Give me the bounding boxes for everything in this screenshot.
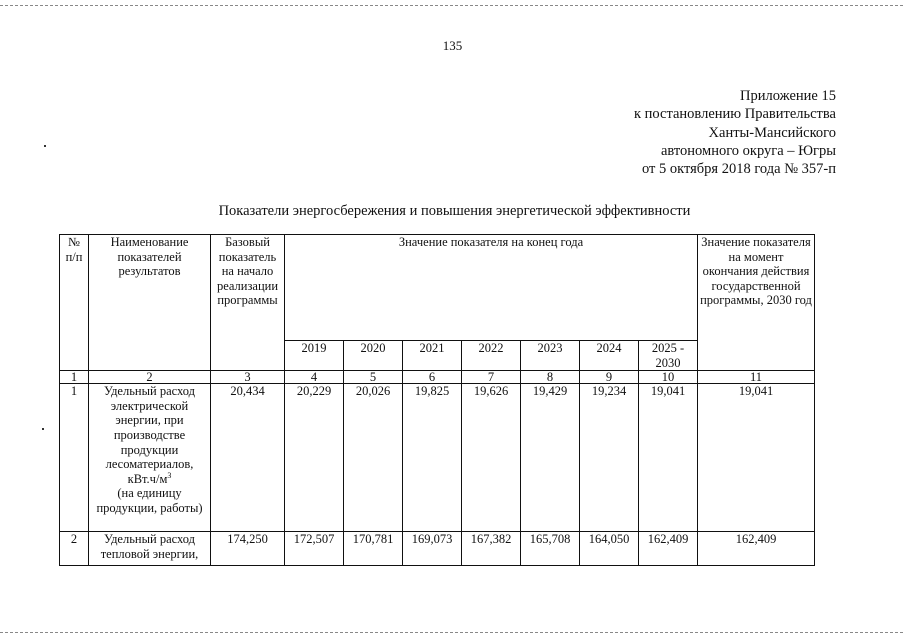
row-value: 172,507 xyxy=(285,532,344,566)
row-num: 2 xyxy=(60,532,89,566)
header-base: Базовый показатель на начало реализации программы xyxy=(211,235,285,371)
row-final: 162,409 xyxy=(698,532,815,566)
year-cell: 2024 xyxy=(580,341,639,371)
scan-edge-line xyxy=(0,5,905,6)
indicators-table xyxy=(59,234,815,566)
row-name-sup: 3 xyxy=(167,470,172,480)
row-value: 19,041 xyxy=(639,384,698,532)
header-name: Наименование показателей результатов xyxy=(89,235,211,371)
header-row xyxy=(60,235,815,341)
table-row xyxy=(60,532,815,566)
column-number: 4 xyxy=(285,371,344,384)
page-number: 135 xyxy=(442,38,463,53)
scan-artifact-dot xyxy=(44,145,46,147)
row-value: 19,626 xyxy=(462,384,521,532)
appendix-block xyxy=(634,87,836,178)
column-number: 9 xyxy=(580,371,639,384)
header-period: Значение показателя на конец года xyxy=(285,235,698,341)
row-value: 19,429 xyxy=(521,384,580,532)
appendix-line: Приложение 15 xyxy=(740,88,836,104)
appendix-line: к постановлению Правительства xyxy=(634,106,836,123)
row-value: 165,708 xyxy=(521,532,580,566)
column-number: 2 xyxy=(89,371,211,384)
appendix-line: автономного округа – Югры xyxy=(660,142,836,159)
year-cell: 2019 xyxy=(285,341,344,371)
row-value: 19,825 xyxy=(403,384,462,532)
year-cell: 2021 xyxy=(403,341,462,371)
row-base: 20,434 xyxy=(211,384,285,532)
row-value: 20,026 xyxy=(344,384,403,532)
row-value: 20,229 xyxy=(285,384,344,532)
column-number: 5 xyxy=(344,371,403,384)
row-num: 1 xyxy=(60,384,89,532)
row-value: 162,409 xyxy=(639,532,698,566)
row-final: 19,041 xyxy=(698,384,815,532)
year-cell: 2020 xyxy=(344,341,403,371)
year-cell: 2022 xyxy=(462,341,521,371)
header-final: Значение показателя на момент окончания действия государственной программы, 2030 год xyxy=(698,235,815,371)
appendix-line: Ханты-Мансийского xyxy=(708,124,836,141)
row-base: 174,250 xyxy=(211,532,285,566)
row-value: 19,234 xyxy=(580,384,639,532)
row-value: 170,781 xyxy=(344,532,403,566)
column-number: 8 xyxy=(521,371,580,384)
row-value: 169,073 xyxy=(403,532,462,566)
header-num: № п/п xyxy=(60,235,89,371)
row-name-main: Удельный расход электрической энергии, при производстве продукции лесоматериалов, кВт.ч/м xyxy=(103,384,196,486)
column-number: 7 xyxy=(462,371,521,384)
scan-artifact-dot xyxy=(42,428,44,430)
row-name xyxy=(89,384,211,532)
table-row xyxy=(60,384,815,532)
row-value: 167,382 xyxy=(462,532,521,566)
column-number: 11 xyxy=(698,371,815,384)
column-number: 3 xyxy=(211,371,285,384)
year-cell: 2025 - 2030 xyxy=(639,341,698,371)
column-number: 1 xyxy=(60,371,89,384)
row-name-tail: (на единицу продукции, работы) xyxy=(96,486,203,515)
year-cell: 2023 xyxy=(521,341,580,371)
row-value: 164,050 xyxy=(580,532,639,566)
row-name: Удельный расход тепловой энергии, xyxy=(89,532,211,566)
column-number-row xyxy=(60,371,815,384)
column-number: 6 xyxy=(403,371,462,384)
scan-edge-line xyxy=(0,632,905,633)
appendix-line: от 5 октября 2018 года № 357-п xyxy=(641,161,836,178)
document-title: Показатели энергосбережения и повышения энергетической эффективности xyxy=(218,203,691,219)
column-number: 10 xyxy=(639,371,698,384)
